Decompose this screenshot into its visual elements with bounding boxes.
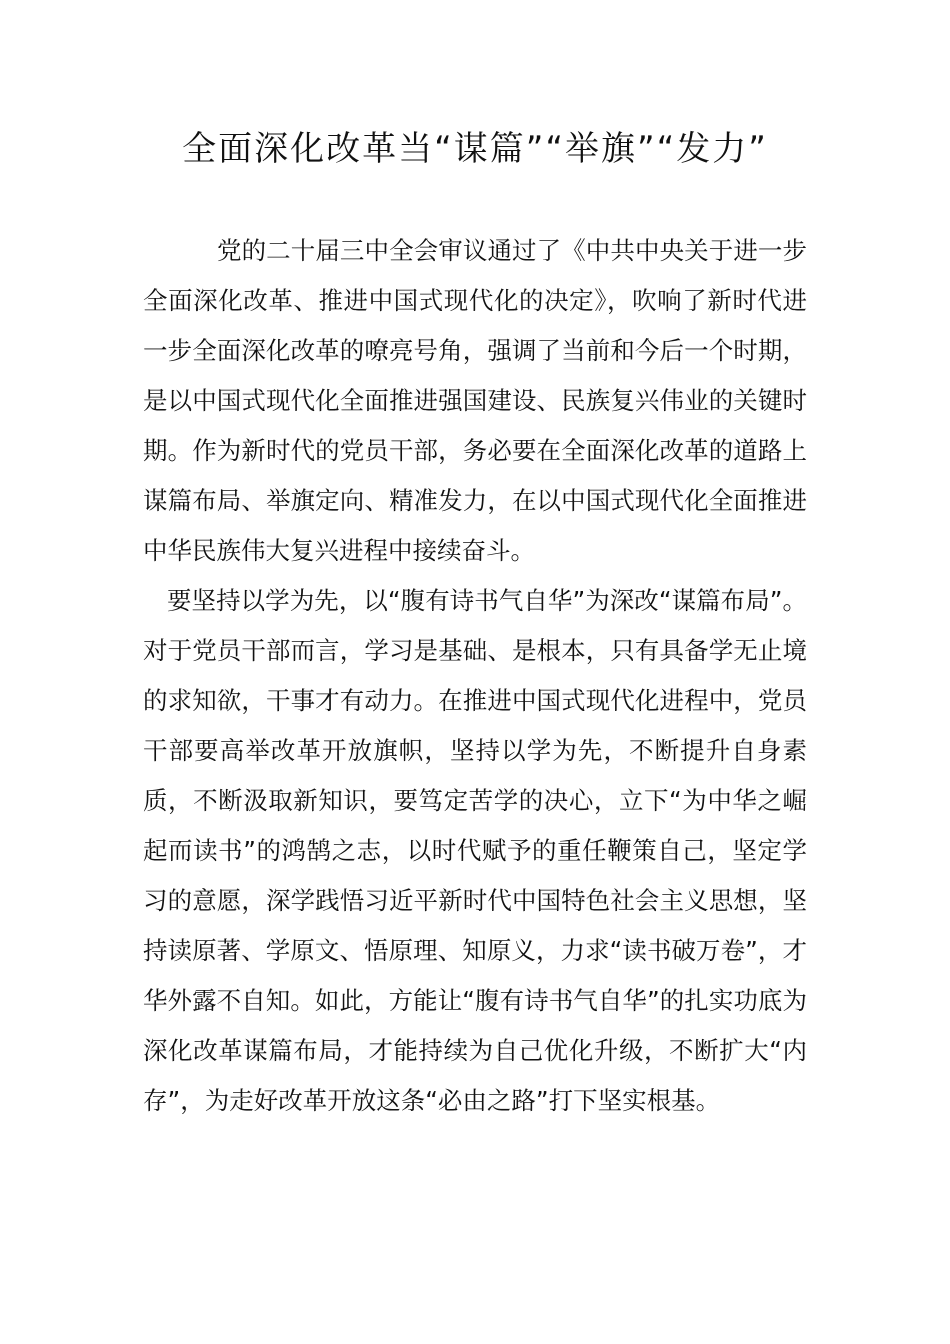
paragraph-study-first: 要坚持以学为先，以“腹有诗书气自华”为深改“谋篇布局”。对于党员干部而言，学习是基础、是根本，只有具备学无止境的求知欲，干事才有动力。在推进中国式现代化进程中，党员干部要高举改革开放旗帜，坚持以学为先，不断提升自身素质，不断汲取新知识，要笃定苦学的决心，立下“为中华之崛起而读书”的鸿鹄之志，以时代赋予的重任鞭策自己，坚定学习的意愿，深学践悟习近平新时代中国特色社会主义思想，坚持读原著、学原文、悟原理、知原义，力求“读书破万卷”，才华外露不自知。如此，方能让“腹有诗书气自华”的扎实功底为深化改革谋篇布局，才能持续为自己优化升级，不断扩大“内存”，为走好改革开放这条“必由之路”打下坚实根基。 (143, 586, 807, 1115)
document-title: 全面深化改革当“谋篇”“举旗”“发力” (182, 129, 768, 169)
document-body (143, 226, 807, 1126)
paragraph-intro: 党的二十届三中全会审议通过了《中共中央关于进一步全面深化改革、推进中国式现代化的决定》，吹响了新时代进一步全面深化改革的嘹亮号角，强调了当前和今后一个时期，是以中国式现代化全面推进强国建设、民族复兴伟业的关键时期。作为新时代的党员干部，务必要在全面深化改革的道路上谋篇布局、举旗定向、精准发力，在以中国式现代化全面推进中华民族伟大复兴进程中接续奋斗。 (143, 236, 807, 565)
